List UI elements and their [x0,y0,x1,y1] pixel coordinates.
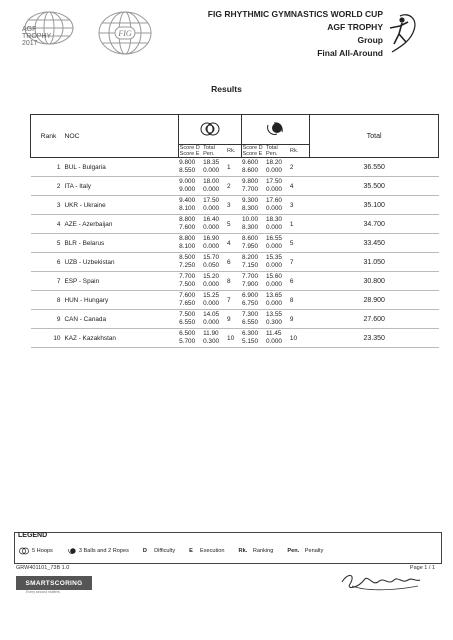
score-value: 11.90 [203,330,219,337]
total-cell: 31.050 [310,253,439,272]
score-value: 0.000 [265,262,282,269]
score-value: 8.800 [179,235,196,242]
total-cell: 35.100 [310,196,439,215]
score-value: 13.55 [265,311,282,318]
legend-rk-key: Rk. [238,548,248,554]
score-value: 11.45 [265,330,282,337]
legend-balls-ropes-label: 3 Balls and 2 Ropes [78,548,129,554]
balls-rank-cell: 4 [290,177,310,196]
signature [338,568,424,594]
noc-cell: ITA - Italy [60,177,178,196]
hoops-score-d-label: Score D [179,145,200,151]
rank-cell: 7 [31,272,61,291]
hoops-rank-cell: 2 [227,177,241,196]
score-value: 9.800 [179,159,196,166]
hoops-total-pen-cell [203,234,227,253]
score-value: 16.55 [265,235,282,242]
hoops-scores-cell [178,310,203,329]
score-value: 0.000 [265,205,282,212]
balls-scores-cell [241,215,266,234]
score-value: 5.700 [179,338,196,345]
score-value: 6.300 [242,330,258,337]
table-row [31,215,439,234]
score-value: 0.000 [265,243,282,250]
score-value: 7.500 [179,281,196,288]
score-value: 0.000 [203,319,220,326]
hoops-scores-cell [178,291,203,310]
noc-cell: CAN - Canada [60,310,178,329]
score-value: 8.550 [179,167,196,174]
legend-hoops-label: 5 Hoops [32,548,53,554]
score-value: 18.00 [203,178,220,185]
score-value: 18.30 [265,216,282,223]
balls-scores-cell [241,272,266,291]
rank-cell: 3 [31,196,61,215]
legend-difficulty [143,548,175,554]
hoops-rank-cell: 6 [227,253,241,272]
score-value: 0.000 [265,338,282,345]
results-body [31,158,439,348]
score-value: 13.65 [265,292,282,299]
total-cell: 35.500 [310,177,439,196]
rank-cell: 1 [31,158,61,177]
score-value: 9.000 [179,186,196,193]
table-row [31,253,439,272]
hoops-rank-cell: 8 [227,272,241,291]
balls-scores-cell [241,196,266,215]
score-value: 6.500 [179,330,196,337]
table-row [31,291,439,310]
legend-d-key: D [142,548,147,554]
rank-cell: 6 [31,253,61,272]
balls-total-pen-cell [266,329,290,348]
hoops-rank-cell: 5 [227,215,241,234]
hoops-scores-cell [178,196,203,215]
hoops-score-header [178,145,203,158]
legend-pen-value: Penalty [304,548,324,554]
balls-scores-cell [241,329,266,348]
balls-scores-cell [241,253,266,272]
noc-cell: AZE - Azerbaijan [60,215,178,234]
score-value: 0.300 [203,338,220,345]
hoops-legend-icon [18,547,30,555]
rank-cell: 9 [31,310,61,329]
score-value: 6.900 [242,292,258,299]
legend-balls-ropes [67,547,129,555]
hoops-rank-cell: 9 [227,310,241,329]
balls-total-pen-cell [266,158,290,177]
balls-total-pen-cell [266,272,290,291]
score-value: 0.000 [203,224,220,231]
balls-pen-label: Pen. [265,151,278,157]
fig-logo-icon [96,10,154,56]
score-value: 0.000 [265,224,282,231]
balls-total-pen-cell [266,310,290,329]
score-value: 7.950 [242,243,258,250]
balls-total-pen-cell [266,291,290,310]
score-value: 7.700 [242,186,258,193]
legend-hoops [18,547,53,555]
brand-year: 2017 [22,40,38,47]
score-value: 7.250 [179,262,196,269]
score-value: 0.000 [203,186,220,193]
score-value: 7.700 [242,273,258,280]
score-value: 16.40 [203,216,220,223]
total-cell: 36.550 [310,158,439,177]
hoops-rk-header: Rk. [227,145,241,158]
balls-score-header [241,145,266,158]
score-value: 14.05 [203,311,220,318]
table-row [31,234,439,253]
smartscoring-logo: SMARTSCORING [16,576,92,590]
event-category: Group [357,35,383,45]
hoops-total-pen-cell [203,177,227,196]
hoops-total-pen-cell [203,253,227,272]
balls-rank-cell: 10 [290,329,310,348]
noc-cell: KAZ - Kazakhstan [60,329,178,348]
legend-pen-key: Pen. [287,548,300,554]
total-header: Total [310,115,439,158]
hoops-rank-cell: 1 [227,158,241,177]
rank-cell: 10 [31,329,61,348]
legend-title: LEGEND [18,532,48,539]
balls-rank-cell: 7 [290,253,310,272]
balls-scores-cell [241,158,266,177]
score-value: 7.650 [179,300,196,307]
score-value: 7.600 [179,292,196,299]
score-value: 0.050 [203,262,220,269]
hoops-icon [199,121,221,137]
balls-total-pen-cell [266,253,290,272]
rank-cell: 4 [31,215,61,234]
legend-penalty [287,548,323,554]
total-cell: 34.700 [310,215,439,234]
hoops-total-pen-cell [203,291,227,310]
hoops-scores-cell [178,158,203,177]
noc-cell: ESP - Spain [60,272,178,291]
event-title: FIG RHYTHMIC GYMNASTICS WORLD CUP [207,9,383,19]
hoops-scores-cell [178,234,203,253]
score-value: 9.800 [242,178,258,185]
score-value: 0.000 [265,186,282,193]
legend-e-key: E [189,548,193,554]
document-code: GRW401101_73B 1.0 [16,565,70,571]
score-value: 15.70 [203,254,220,261]
brand-line2: TROPHY [22,33,52,40]
hoops-total-pen-cell [203,196,227,215]
smartscoring-tagline: Every second matters [26,590,60,594]
score-value: 15.35 [265,254,282,261]
gymnast-logo-icon [378,8,422,60]
score-value: 8.200 [242,254,258,261]
noc-header: NOC [60,115,178,158]
balls-rank-cell: 6 [290,272,310,291]
score-value: 8.800 [179,216,196,223]
score-value: 15.20 [203,273,220,280]
hoops-total-pen-cell [203,272,227,291]
legend-rk-value: Ranking [252,548,274,554]
legend-items [18,547,323,555]
event-subtitle: AGF TROPHY [327,22,383,32]
score-value: 0.000 [203,281,220,288]
score-value: 8.100 [179,205,196,212]
hoops-total-pen-cell [203,215,227,234]
score-value: 16.90 [203,235,220,242]
hoops-rank-cell: 7 [227,291,241,310]
score-value: 0.000 [265,281,282,288]
score-value: 7.700 [179,273,196,280]
balls-rank-cell: 3 [290,196,310,215]
balls-total-pen-header [266,145,290,158]
score-value: 15.25 [203,292,220,299]
balls-ropes-apparatus-header [241,115,310,145]
score-value: 9.300 [242,197,258,204]
hoops-scores-cell [178,329,203,348]
table-row [31,177,439,196]
score-value: 0.000 [203,205,220,212]
score-value: 9.400 [179,197,196,204]
score-value: 8.300 [242,224,258,231]
hoops-rank-cell: 4 [227,234,241,253]
score-value: 8.500 [179,254,196,261]
results-table [30,114,439,348]
balls-total-pen-cell [266,196,290,215]
score-value: 17.50 [203,197,220,204]
score-value: 15.60 [265,273,282,280]
table-row [31,158,439,177]
score-value: 0.000 [203,243,220,250]
balls-scores-cell [241,310,266,329]
balls-rank-cell: 1 [290,215,310,234]
score-value: 17.60 [265,197,282,204]
balls-rk-header: Rk. [290,145,310,158]
hoops-scores-cell [178,272,203,291]
noc-cell: UKR - Ukraine [60,196,178,215]
score-value: 18.35 [203,159,220,166]
brand-line1: AGF [22,26,37,33]
hoops-rank-cell: 3 [227,196,241,215]
noc-cell: BUL - Bulgaria [60,158,178,177]
score-value: 0.000 [203,300,220,307]
balls-total-label: Total [265,145,278,151]
balls-scores-cell [241,177,266,196]
balls-scores-cell [241,291,266,310]
balls-rank-cell: 9 [290,310,310,329]
score-value: 7.600 [179,224,196,231]
score-value: 7.150 [242,262,258,269]
legend-d-value: Difficulty [154,548,176,554]
score-value: 6.550 [242,319,258,326]
hoops-scores-cell [178,215,203,234]
balls-score-d-label: Score D [242,145,263,151]
total-cell: 33.450 [310,234,439,253]
results-title: Results [211,84,242,94]
hoops-pen-label: Pen. [203,151,215,157]
total-cell: 23.350 [310,329,439,348]
score-value: 8.600 [242,167,258,174]
rank-cell: 5 [31,234,61,253]
score-value: 0.300 [265,319,282,326]
score-value: 8.100 [179,243,196,250]
rank-header: Rank [31,115,61,158]
balls-ropes-legend-icon [67,547,77,555]
balls-ropes-icon [264,121,286,137]
legend-e-value: Execution [199,548,225,554]
legend-execution [189,548,224,554]
score-value: 7.500 [179,311,196,318]
score-value: 6.550 [179,319,196,326]
total-cell: 27.600 [310,310,439,329]
legend-ranking [239,548,274,554]
noc-cell: HUN - Hungary [60,291,178,310]
hoops-scores-cell [178,177,203,196]
hoops-total-pen-header [203,145,227,158]
score-value: 0.000 [203,167,220,174]
event-round: Final All-Around [317,48,383,58]
table-row [31,196,439,215]
hoops-apparatus-header [178,115,241,145]
hoops-total-pen-cell [203,310,227,329]
noc-cell: UZB - Uzbekistan [60,253,178,272]
balls-total-pen-cell [266,177,290,196]
score-value: 18.20 [265,159,282,166]
table-row [31,310,439,329]
balls-rank-cell: 8 [290,291,310,310]
balls-scores-cell [241,234,266,253]
hoops-total-pen-cell [203,158,227,177]
hoops-score-e-label: Score E [179,151,200,157]
page-number: Page 1 / 1 [409,565,435,571]
score-value: 0.000 [265,167,282,174]
score-value: 9.000 [179,178,196,185]
score-value: 8.300 [242,205,258,212]
score-value: 6.750 [242,300,258,307]
hoops-scores-cell [178,253,203,272]
balls-total-pen-cell [266,234,290,253]
score-value: 8.600 [242,235,258,242]
balls-rank-cell: 5 [290,234,310,253]
balls-score-e-label: Score E [242,151,263,157]
table-row [31,329,439,348]
noc-cell: BLR - Belarus [60,234,178,253]
score-value: 10.00 [242,216,258,223]
fig-logo-text: FIG [118,29,132,38]
agf-trophy-brand [22,26,51,47]
hoops-total-pen-cell [203,329,227,348]
score-value: 5.150 [242,338,258,345]
score-value: 17.50 [265,178,282,185]
total-cell: 28.900 [310,291,439,310]
total-cell: 30.800 [310,272,439,291]
score-value: 0.000 [265,300,282,307]
rank-cell: 2 [31,177,61,196]
balls-total-pen-cell [266,215,290,234]
event-header [208,8,383,60]
score-value: 7.900 [242,281,258,288]
balls-rank-cell: 2 [290,158,310,177]
rank-cell: 8 [31,291,61,310]
hoops-total-label: Total [203,145,215,151]
hoops-rank-cell: 10 [227,329,241,348]
score-value: 9.600 [242,159,258,166]
score-value: 7.300 [242,311,258,318]
table-row [31,272,439,291]
